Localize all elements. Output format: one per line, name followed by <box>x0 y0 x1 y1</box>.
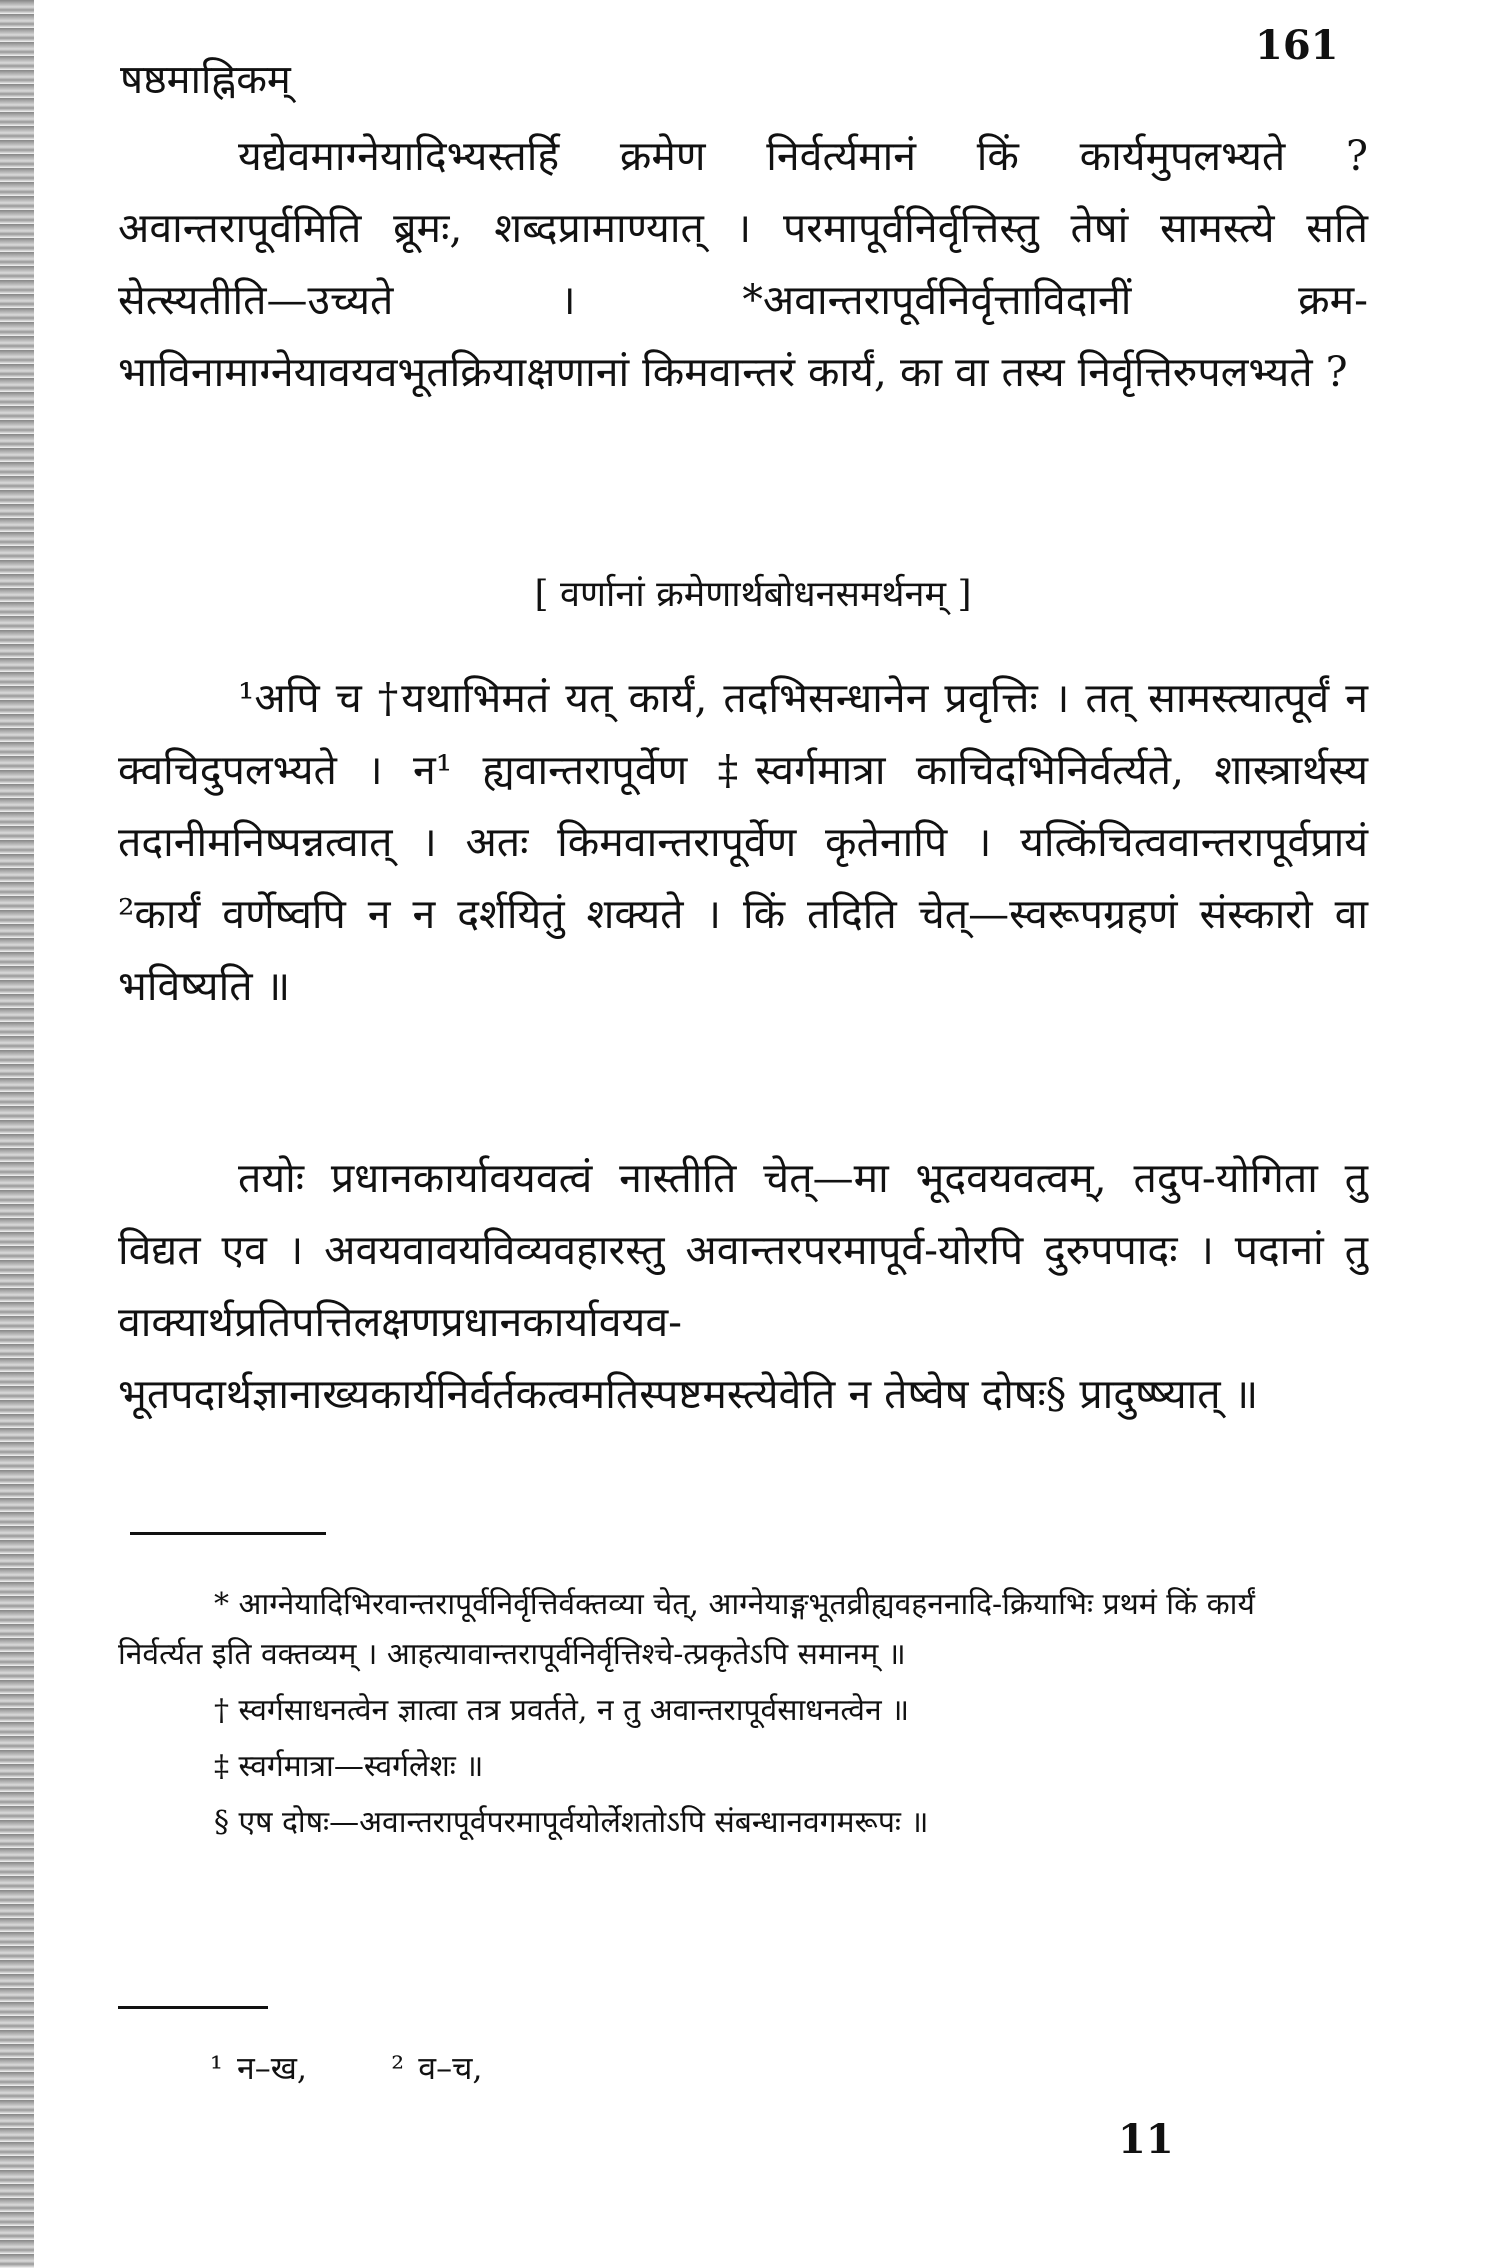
page-number: 161 <box>1255 22 1339 69</box>
footnotes <box>118 1580 1328 1854</box>
footnote-asterisk: * आग्नेयादिभिरवान्तरापूर्वनिर्वृत्तिर्वक्तव्या चेत्, आग्नेयाङ्गभूतव्रीह्यवहननादि-क्रियाभिः प्रथमं किं कार्यं निर्वर्त्यत इति वक्तव्यम् । आहत्यावान्तरापूर्वनिर्वृत्तिश्चे-त्प्रकृतेऽपि समानम् ॥ <box>118 1587 1255 1672</box>
paragraph-1: यद्येवमाग्नेयादिभ्यस्तर्हि क्रमेण निर्वर्त्यमानं किं कार्यमुपलभ्यते ? अवान्तरापूर्वमिति ब्रूमः, शब्दप्रामाण्यात् । परमापूर्वनिर्वृत्तिस्तु तेषां सामस्त्ये सति सेत्स्यतीति—उच्यते । *अवान्तरापूर्वनिर्वृत्ताविदानीं क्रम-भाविनामाग्नेयावयवभूतक्रियाक्षणानां किमवान्तरं कार्यं, का वा तस्य निर्वृत्तिरुपलभ्यते ? <box>118 132 1368 396</box>
running-head: षष्ठमाह्निकम् <box>120 57 291 103</box>
footnote-section: § एष दोषः—अवान्तरापूर्वपरमापूर्वयोर्लेशतोऽपि संबन्धानवगमरूपः ॥ <box>214 1805 929 1840</box>
paragraph-3: तयोः प्रधानकार्यावयवत्वं नास्तीति चेत्—मा भूदवयवत्वम्, तदुप-योगिता तु विद्यत एव । अवयवावयविव्यवहारस्तु अवान्तरपरमापूर्व-योरपि दुरुपपादः । पदानां तु वाक्यार्थप्रतिपत्तिलक्षणप्रधानकार्यावयव-भूतपदार्थज्ञानाख्यकार्यनिर्वर्तकत्वमतिस्पष्टमस्त्येवेति न तेष्वेष दोषः§ प्रादुष्ष्यात् ॥ <box>118 1154 1368 1418</box>
variant-readings <box>210 2046 553 2089</box>
scan-edge-shadow <box>0 0 34 2268</box>
signature-number: 11 <box>1118 2116 1174 2163</box>
footnote-dagger: † स्वर्गसाधनत्वेन ज्ञात्वा तत्र प्रवर्तते, न तु अवान्तरापूर्वसाधनत्वेन ॥ <box>214 1693 910 1728</box>
footnote-double-dagger: ‡ स्वर्गमात्रा—स्वर्गलेशः ॥ <box>214 1749 484 1784</box>
variant-reading-2: ² व–च, <box>391 2049 483 2087</box>
variant-reading-1: ¹ न–ख, <box>210 2049 308 2087</box>
variant-divider <box>118 2006 268 2009</box>
footnote-divider <box>130 1532 326 1535</box>
paragraph-2: ¹अपि च †यथाभिमतं यत् कार्यं, तदभिसन्धानेन प्रवृत्तिः । तत् सामस्त्यात्पूर्वं न क्वचिदुपलभ्यते । न¹ ह्यवान्तरापूर्वेण ‡स्वर्गमात्रा काचिदभिनिर्वर्त्यते, शास्त्रार्थस्य तदानीमनिष्पन्नत्वात् । अतः किमवान्तरापूर्वेण कृतेनापि । यत्किंचित्ववान्तरापूर्वप्रायं ²कार्यं वर्णेष्वपि न न दर्शयितुं शक्यते । किं तदिति चेत्—स्वरूपग्रहणं संस्कारो वा भविष्यति ॥ <box>118 674 1368 1010</box>
section-heading: [ वर्णानां क्रमेणार्थबोधनसमर्थनम् ] <box>534 574 972 615</box>
